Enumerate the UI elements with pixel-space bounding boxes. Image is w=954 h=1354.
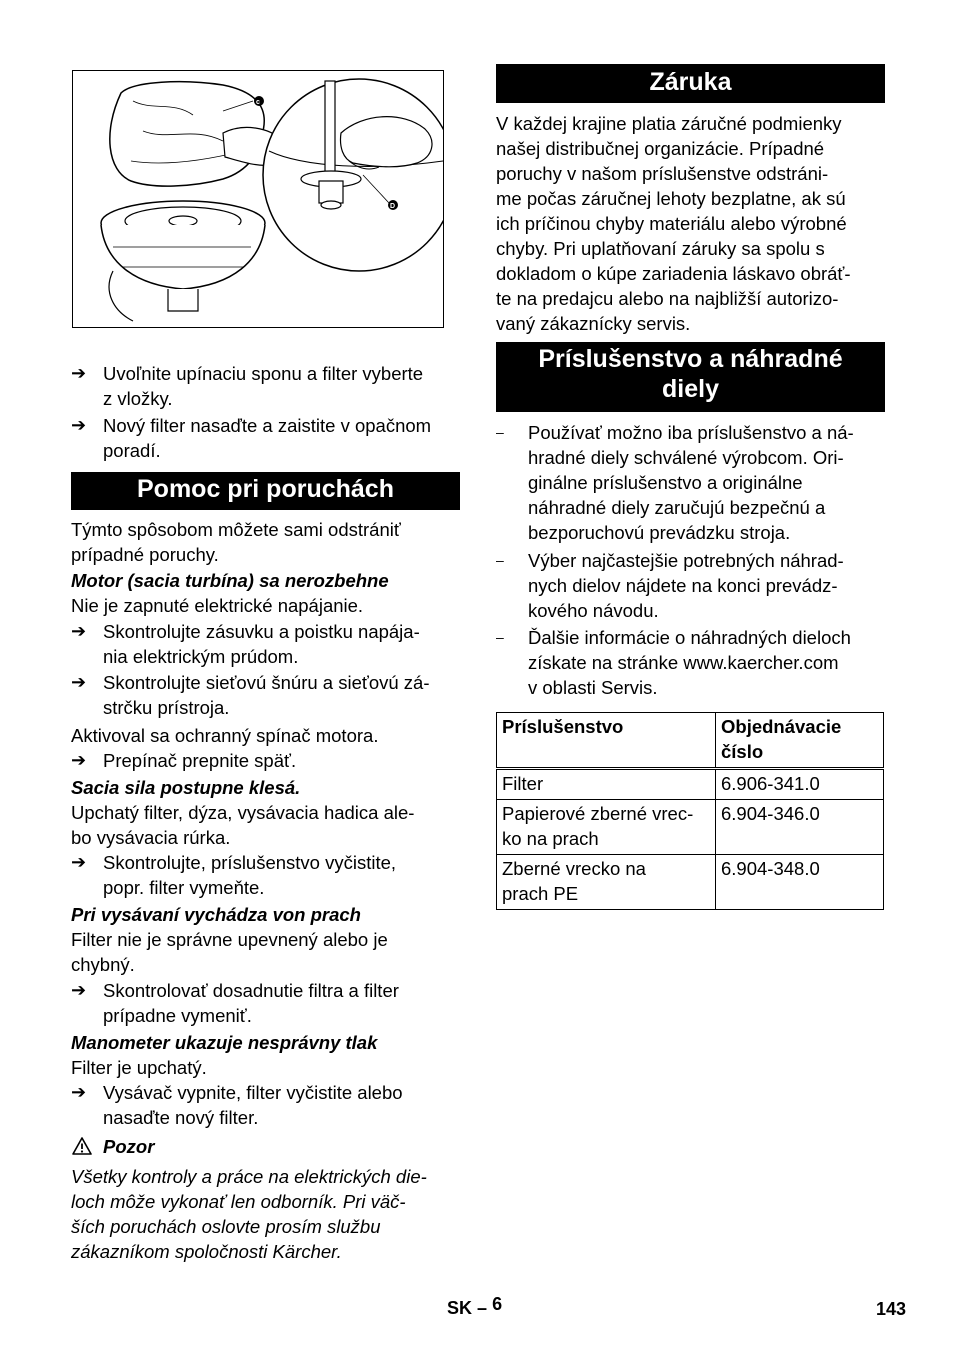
part-name: Zberné vrecko na prach PE (497, 855, 716, 910)
arrow-right-icon: ➔ (71, 750, 87, 770)
section-heading-troubleshooting: Pomoc pri poruchách (71, 472, 460, 510)
part-name: Filter (497, 769, 716, 800)
arrow-right-icon: ➔ (71, 415, 87, 435)
warning-title: Pozor (103, 1136, 155, 1157)
table-row (497, 855, 884, 910)
fault-motor-cause: Nie je zapnuté elektrické napájanie. (71, 595, 364, 616)
warning-text: Všetky kontroly a práce na elektrických die- loch môže vykonať len odborník. Pri väč- ších poruchách oslovte prosím službu zákazníkom spoločnosti Kärcher. (71, 1166, 427, 1262)
warning-triangle-icon (71, 1136, 93, 1156)
part-number: 6.904-346.0 (716, 800, 884, 855)
header-order-number: Objednávacie číslo (716, 713, 884, 769)
header-accessory: Príslušenstvo (497, 713, 716, 769)
arrow-right-icon: ➔ (71, 852, 87, 872)
fault-motor-title: Motor (sacia turbína) sa nerozbehne (71, 570, 389, 591)
warranty-text: V každej krajine platia záručné podmienky našej distribučnej organizácie. Prípadné poruchy v našom príslušenstve odstráni- me počas záručnej lehoty bezplatne, ak sú ich príčinou chyby materiálu alebo výrobné chyby. Pri uplatňovaní záruky sa spolu s dokladom o kúpe zariadenia láskavo obráť- te na predajcu alebo na najbližší autorizo- vaný zákaznícky servis. (496, 113, 851, 334)
part-number: 6.904-348.0 (716, 855, 884, 910)
fault-suction-title: Sacia sila postupne klesá. (71, 777, 301, 798)
fault-pressure-title: Manometer ukazuje nesprávny tlak (71, 1032, 378, 1053)
part-name: Papierové zberné vrec- ko na prach (497, 800, 716, 855)
section-heading-warranty: Záruka (496, 64, 885, 103)
troubleshooting-intro: Týmto spôsobom môžete sami odstrániť prípadné poruchy. (71, 519, 401, 565)
arrow-right-icon: ➔ (71, 1082, 87, 1102)
arrow-right-icon: ➔ (71, 672, 87, 692)
callout-c: c (256, 99, 260, 106)
fault-dust-title: Pri vysávaní vychádza von prach (71, 904, 361, 925)
fault-motor-cause-2: Aktivoval sa ochranný spínač motora. (71, 725, 379, 746)
fault-suction-cause: Upchatý filter, dýza, vysávacia hadica ale- bo vysávacia rúrka. (71, 802, 415, 848)
filter-illustration (72, 70, 444, 328)
arrow-right-icon: ➔ (71, 980, 87, 1000)
footer-section-label: SK – 6 (447, 1294, 503, 1318)
table-row (497, 769, 884, 800)
part-number: 6.906-341.0 (716, 769, 884, 800)
arrow-right-icon: ➔ (71, 621, 87, 641)
page-number: 143 (876, 1299, 907, 1319)
section-heading-accessories: Príslušenstvo a náhradné diely (496, 342, 885, 412)
parts-table-header (497, 713, 884, 769)
callout-d: D (390, 203, 396, 210)
fault-dust-cause: Filter nie je správne upevnený alebo je chybný. (71, 929, 388, 975)
parts-table (496, 712, 884, 910)
fault-pressure-cause: Filter je upchatý. (71, 1057, 207, 1078)
arrow-right-icon: ➔ (71, 363, 87, 383)
table-row (497, 800, 884, 855)
